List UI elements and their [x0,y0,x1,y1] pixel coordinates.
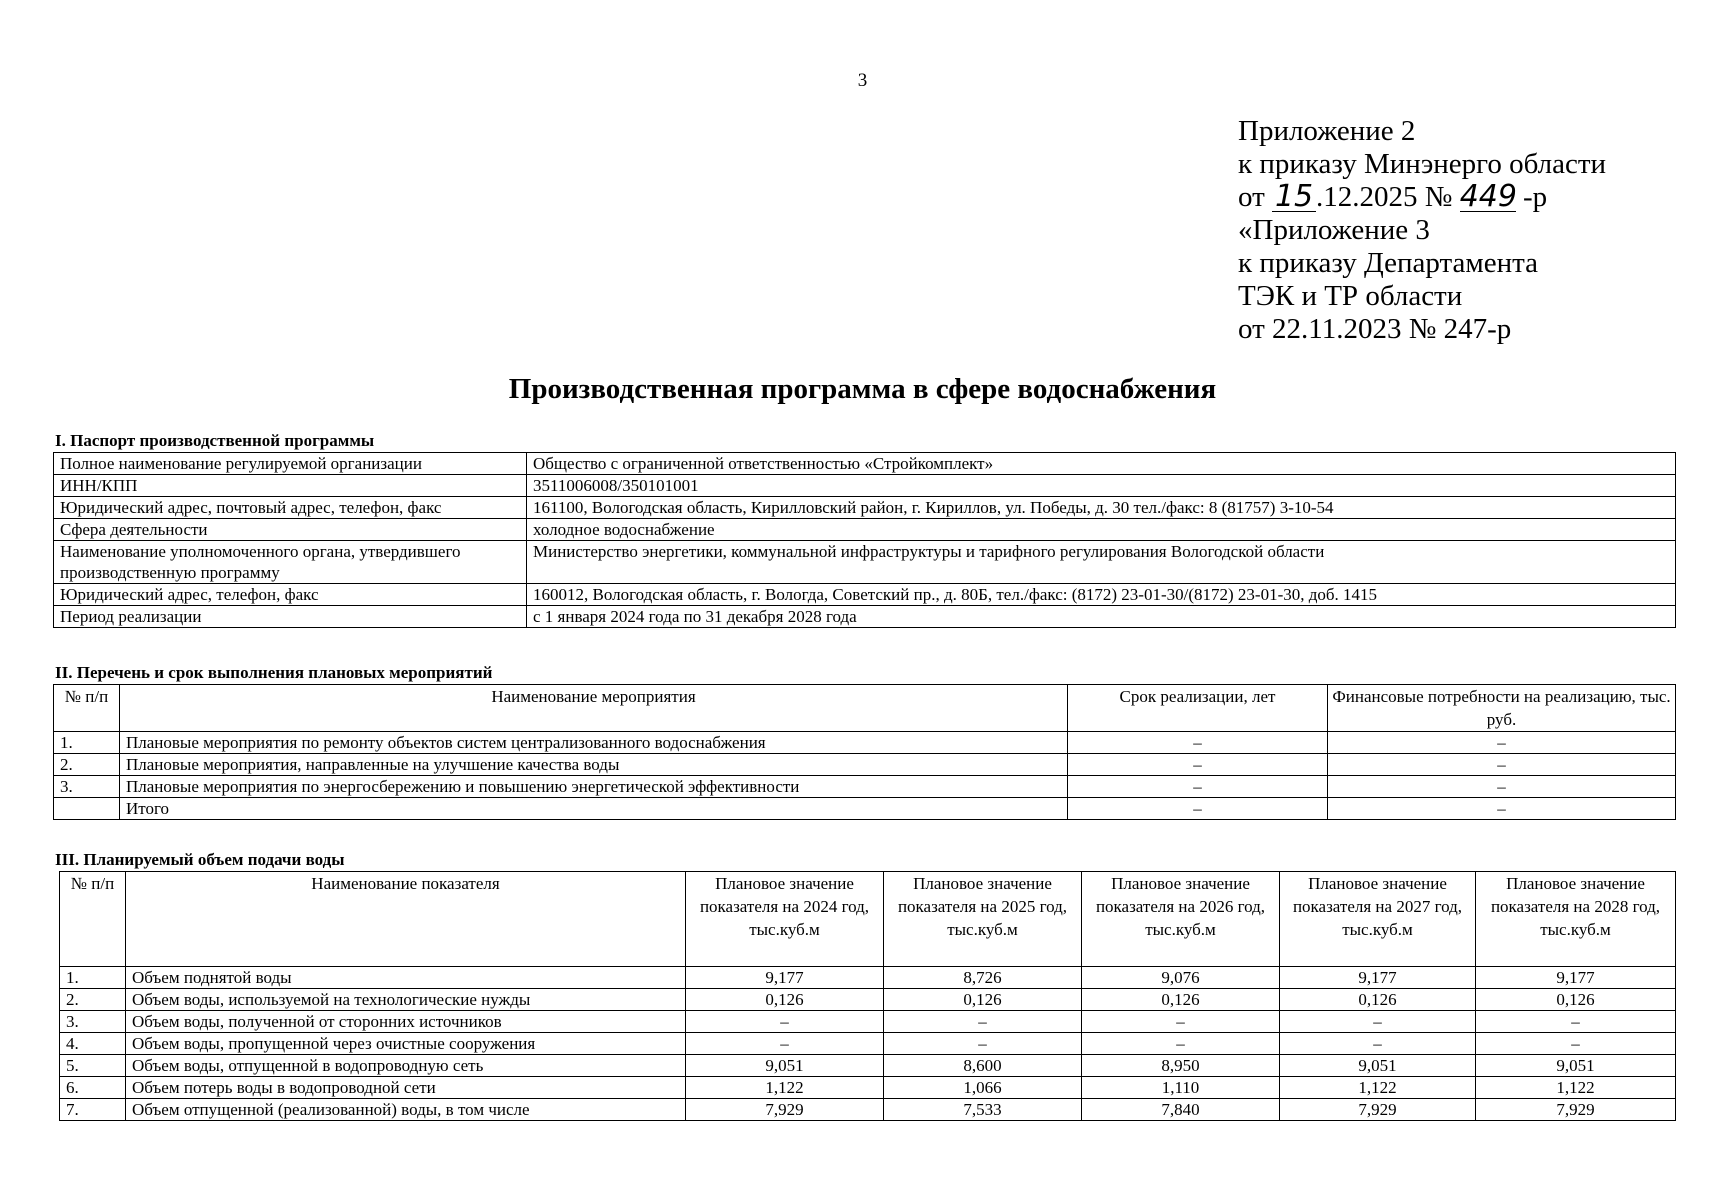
appendix-line-7: от 22.11.2023 № 247-р [1238,313,1512,345]
value-2026: 8,950 [1082,1055,1280,1077]
appendix-block [1238,115,1606,346]
table-row [54,798,1676,820]
table-row [54,732,1676,754]
volume-num: 2. [60,989,126,1011]
table-row [60,967,1676,989]
handwritten-order-number: 449 [1459,179,1517,214]
passport-label: Полное наименование регулируемой организации [54,453,527,475]
measure-name: Плановые мероприятия, направленные на улучшение качества воды [120,754,1068,776]
passport-label: Наименование уполномоченного органа, утвердившего производственную программу [54,541,527,584]
measure-term: – [1068,798,1328,820]
measure-num: 3. [54,776,120,798]
value-2026: 1,110 [1082,1077,1280,1099]
appendix-line-1: Приложение 2 [1238,115,1416,147]
section1-heading: I. Паспорт производственной программы [55,431,375,450]
passport-label: Период реализации [54,606,527,628]
measure-term: – [1068,754,1328,776]
section3-heading: III. Планируемый объем подачи воды [55,850,345,869]
passport-value: Министерство энергетики, коммунальной инфраструктуры и тарифного регулирования Вологодской области [527,541,1676,584]
measure-name: Плановые мероприятия по ремонту объектов систем централизованного водоснабжения [120,732,1068,754]
measures-table [53,684,1676,820]
value-2025: 8,726 [884,967,1082,989]
measure-term: – [1068,776,1328,798]
table-row [60,1077,1676,1099]
value-2027: 1,122 [1280,1077,1476,1099]
handwritten-day: 15 [1272,183,1316,212]
appendix-line-6: ТЭК и ТР области [1238,280,1463,312]
measure-num [54,798,120,820]
value-2024: 1,122 [686,1077,884,1099]
value-2025: – [884,1033,1082,1055]
measure-finance: – [1328,798,1676,820]
appendix-line-2: к приказу Минэнерго области [1238,148,1607,180]
value-2025: 7,533 [884,1099,1082,1121]
measures-header-num: № п/п [54,685,120,732]
volume-num: 7. [60,1099,126,1121]
volume-num: 6. [60,1077,126,1099]
measures-header-term: Срок реализации, лет [1068,685,1328,732]
value-2026: – [1082,1033,1280,1055]
volume-name: Объем потерь воды в водопроводной сети [126,1077,686,1099]
table-row [54,584,1676,606]
volume-header-num: № п/п [60,872,126,967]
table-row [60,1033,1676,1055]
measure-num: 1. [54,732,120,754]
measures-header-name: Наименование мероприятия [120,685,1068,732]
table-row [54,606,1676,628]
table-row [60,1011,1676,1033]
volume-name: Объем воды, отпущенной в водопроводную сеть [126,1055,686,1077]
measure-term: – [1068,732,1328,754]
value-2024: 9,177 [686,967,884,989]
measures-header-finance: Финансовые потребности на реализацию, тыс. руб. [1328,685,1676,732]
value-2027: 7,929 [1280,1099,1476,1121]
table-row [60,1099,1676,1121]
volume-header-2026: Плановое значение показателя на 2026 год, тыс.куб.м [1082,872,1280,967]
passport-value: Общество с ограниченной ответственностью «Стройкомплект» [527,453,1676,475]
measure-name: Итого [120,798,1068,820]
value-2026: – [1082,1011,1280,1033]
volume-name: Объем отпущенной (реализованной) воды, в том числе [126,1099,686,1121]
value-2028: 0,126 [1476,989,1676,1011]
value-2024: – [686,1011,884,1033]
passport-label: Юридический адрес, телефон, факс [54,584,527,606]
passport-value: с 1 января 2024 года по 31 декабря 2028 года [527,606,1676,628]
value-2024: – [686,1033,884,1055]
value-2026: 9,076 [1082,967,1280,989]
appendix-date-suffix: -р [1522,181,1548,213]
section2-heading: II. Перечень и срок выполнения плановых мероприятий [55,663,493,682]
value-2025: 0,126 [884,989,1082,1011]
appendix-line-5: к приказу Департамента [1238,247,1539,279]
measures-header-row [54,685,1676,732]
value-2027: 9,177 [1280,967,1476,989]
volume-header-row [60,872,1676,967]
page-number: 3 [857,70,868,91]
measure-name: Плановые мероприятия по энергосбережению и повышению энергетической эффективности [120,776,1068,798]
volume-header-name: Наименование показателя [126,872,686,967]
value-2028: – [1476,1033,1676,1055]
appendix-date-mid: .12.2025 № [1316,181,1453,213]
value-2025: – [884,1011,1082,1033]
passport-table [53,452,1676,628]
volume-name: Объем воды, полученной от сторонних источников [126,1011,686,1033]
value-2027: 9,051 [1280,1055,1476,1077]
value-2024: 9,051 [686,1055,884,1077]
value-2024: 7,929 [686,1099,884,1121]
table-row [60,989,1676,1011]
value-2028: 9,177 [1476,967,1676,989]
table-row [54,453,1676,475]
volume-num: 1. [60,967,126,989]
water-volume-table [59,871,1676,1121]
volume-header-2028: Плановое значение показателя на 2028 год, тыс.куб.м [1476,872,1676,967]
table-row [54,754,1676,776]
value-2027: – [1280,1011,1476,1033]
table-row [54,475,1676,497]
volume-num: 3. [60,1011,126,1033]
volume-num: 5. [60,1055,126,1077]
volume-name: Объем поднятой воды [126,967,686,989]
passport-label: Юридический адрес, почтовый адрес, телефон, факс [54,497,527,519]
value-2028: – [1476,1011,1676,1033]
table-row [54,497,1676,519]
passport-value: холодное водоснабжение [527,519,1676,541]
appendix-date-prefix: от [1238,181,1265,213]
value-2028: 1,122 [1476,1077,1676,1099]
value-2025: 1,066 [884,1077,1082,1099]
table-row [60,1055,1676,1077]
volume-name: Объем воды, пропущенной через очистные сооружения [126,1033,686,1055]
value-2027: 0,126 [1280,989,1476,1011]
passport-label: Сфера деятельности [54,519,527,541]
table-row [54,541,1676,584]
passport-value: 3511006008/350101001 [527,475,1676,497]
value-2024: 0,126 [686,989,884,1011]
value-2027: – [1280,1033,1476,1055]
value-2026: 7,840 [1082,1099,1280,1121]
appendix-line-4: «Приложение 3 [1238,214,1430,246]
value-2028: 7,929 [1476,1099,1676,1121]
table-row [54,776,1676,798]
measure-finance: – [1328,776,1676,798]
measure-finance: – [1328,754,1676,776]
value-2026: 0,126 [1082,989,1280,1011]
passport-value: 160012, Вологодская область, г. Вологда, Советский пр., д. 80Б, тел./факс: (8172) 23-01-30/(8172) 23-01-30, доб. 1415 [527,584,1676,606]
measure-num: 2. [54,754,120,776]
value-2025: 8,600 [884,1055,1082,1077]
volume-header-2025: Плановое значение показателя на 2025 год, тыс.куб.м [884,872,1082,967]
measure-finance: – [1328,732,1676,754]
value-2028: 9,051 [1476,1055,1676,1077]
volume-header-2024: Плановое значение показателя на 2024 год, тыс.куб.м [686,872,884,967]
volume-header-2027: Плановое значение показателя на 2027 год, тыс.куб.м [1280,872,1476,967]
appendix-line-3 [1238,181,1606,214]
volume-num: 4. [60,1033,126,1055]
table-row [54,519,1676,541]
volume-name: Объем воды, используемой на технологические нужды [126,989,686,1011]
passport-value: 161100, Вологодская область, Кирилловский район, г. Кириллов, ул. Победы, д. 30 тел./факс: 8 (81757) 3-10-54 [527,497,1676,519]
passport-label: ИНН/КПП [54,475,527,497]
document-title: Производственная программа в сфере водоснабжения [508,373,1217,405]
